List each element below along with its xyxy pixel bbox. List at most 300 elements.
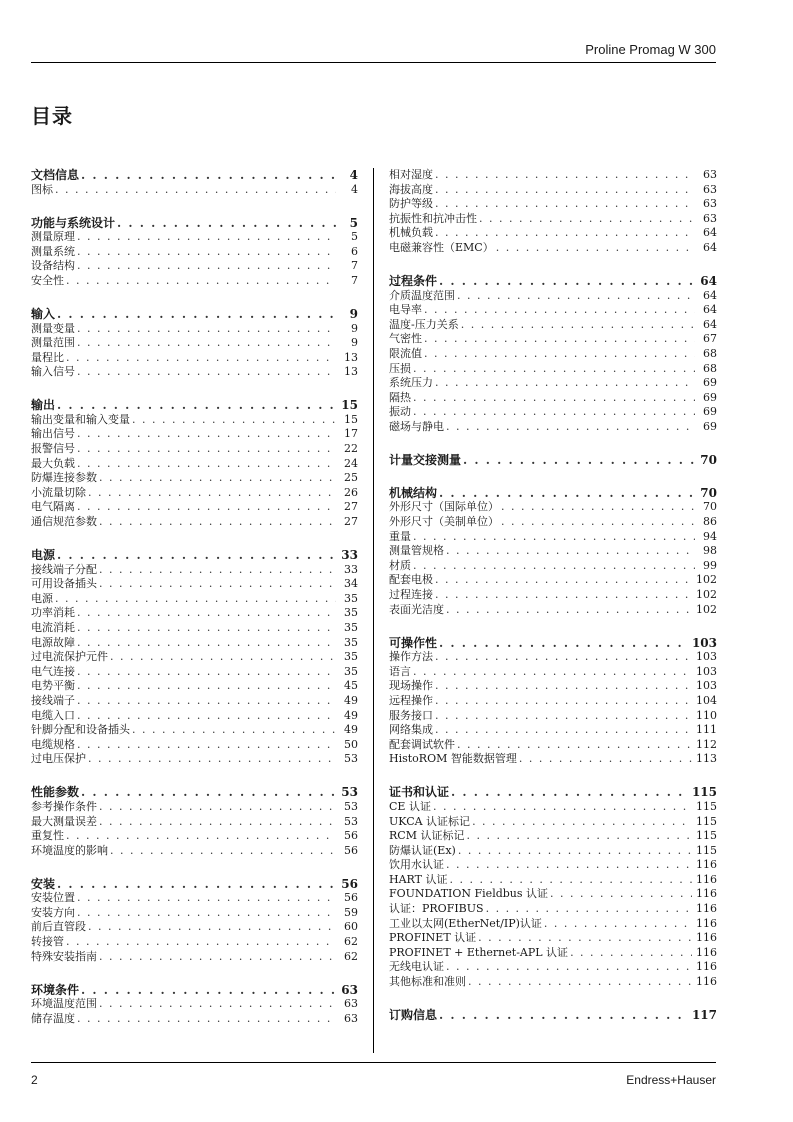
toc-entry[interactable] — [31, 1012, 358, 1027]
dot-leader — [88, 752, 336, 767]
toc-entry[interactable] — [389, 405, 717, 420]
toc-entry-page: 5 — [351, 230, 358, 244]
toc-entry[interactable] — [31, 752, 358, 767]
toc-entry-page: 102 — [696, 602, 717, 616]
dot-leader — [433, 800, 692, 815]
dot-leader — [88, 486, 336, 501]
toc-entry[interactable] — [389, 917, 717, 932]
toc-entry-label: 认证：PROFIBUS — [389, 902, 484, 916]
dot-leader — [117, 216, 336, 231]
toc-entry[interactable] — [31, 457, 358, 472]
dot-leader — [110, 650, 336, 665]
toc-entry[interactable] — [31, 230, 358, 245]
toc-entry-label: 电流消耗 — [31, 621, 75, 634]
toc-entry[interactable] — [389, 573, 717, 588]
toc-entry[interactable] — [31, 950, 358, 965]
dot-leader — [132, 723, 336, 738]
toc-entry-label: 图标 — [31, 182, 53, 196]
toc-entry-page: 103 — [696, 664, 717, 678]
toc-section — [31, 785, 358, 858]
toc-entry-label: 外形尺寸（美制单位） — [389, 515, 499, 529]
dot-leader — [435, 226, 695, 241]
toc-entry[interactable] — [31, 621, 358, 636]
toc-entry[interactable] — [389, 544, 717, 559]
toc-entry[interactable] — [31, 665, 358, 680]
toc-entry-page: 116 — [696, 916, 717, 930]
toc-entry-page: 63 — [344, 1011, 358, 1025]
toc-entry-label: 订购信息 — [389, 1008, 438, 1023]
document-header-title: Proline Promag W 300 — [585, 42, 716, 57]
toc-entry-label: 电缆入口 — [31, 708, 75, 722]
toc-entry-page: 53 — [344, 752, 358, 766]
toc-entry-label: 隔热 — [389, 390, 411, 404]
toc-section-heading[interactable] — [389, 1008, 717, 1023]
toc-entry[interactable] — [31, 679, 358, 694]
toc-entry[interactable] — [389, 603, 717, 618]
toc-entry-label: 过程连接 — [389, 588, 433, 602]
dot-leader — [435, 694, 692, 709]
toc-entry-page: 33 — [344, 562, 358, 576]
toc-entry-page: 103 — [691, 635, 717, 650]
toc-entry-label: 测量系统 — [31, 244, 75, 258]
toc-entry[interactable] — [389, 975, 717, 990]
toc-entry-page: 70 — [700, 452, 717, 467]
footer-divider — [31, 1062, 716, 1063]
toc-entry[interactable] — [389, 362, 717, 377]
toc-entry[interactable] — [31, 413, 358, 428]
toc-entry-label: PROFINET + Ethernet-APL 认证 — [389, 945, 569, 959]
toc-entry-label: 最大负载 — [31, 456, 75, 470]
dot-leader — [446, 858, 692, 873]
toc-entry-page: 15 — [341, 398, 358, 413]
toc-entry[interactable] — [31, 365, 358, 380]
toc-entry[interactable] — [389, 902, 717, 917]
dot-leader — [435, 723, 692, 738]
toc-entry-label: 饮用水认证 — [389, 858, 444, 872]
toc-section-heading[interactable] — [389, 785, 717, 800]
toc-entry-page: 63 — [703, 182, 717, 196]
toc-entry-label: 环境温度范围 — [31, 997, 97, 1011]
toc-entry-label: 重复性 — [31, 829, 64, 843]
toc-entry-page: 4 — [349, 168, 358, 182]
dot-leader — [99, 515, 336, 530]
dot-leader — [77, 665, 336, 680]
toc-entry-page: 35 — [344, 635, 358, 649]
toc-entry[interactable] — [31, 577, 358, 592]
dot-leader — [77, 442, 336, 457]
dot-leader — [77, 906, 336, 921]
dot-leader — [435, 183, 695, 198]
toc-entry-label: 安装 — [31, 876, 56, 891]
dot-leader — [446, 544, 695, 559]
toc-entry-label: 操作方法 — [389, 650, 433, 664]
toc-entry-page: 13 — [344, 350, 358, 364]
toc-entry-label: 过程条件 — [389, 273, 438, 288]
toc-entry-label: 磁场与静电 — [389, 419, 444, 433]
dot-leader — [81, 785, 336, 800]
toc-entry-page: 116 — [696, 858, 717, 872]
toc-entry[interactable] — [31, 694, 358, 709]
toc-entry[interactable] — [389, 332, 717, 347]
toc-entry[interactable] — [389, 168, 717, 183]
toc-entry-label: 语言 — [389, 664, 411, 678]
dot-leader — [57, 307, 336, 322]
toc-entry-label: 电源 — [31, 591, 53, 605]
dot-leader — [77, 500, 336, 515]
toc-entry-page: 63 — [703, 168, 717, 181]
toc-entry[interactable] — [389, 844, 717, 859]
toc-entry-page: 116 — [696, 975, 717, 989]
toc-entry-page: 9 — [349, 306, 358, 321]
toc-entry-label: PROFINET 认证 — [389, 931, 477, 945]
dot-leader — [468, 975, 692, 990]
toc-entry[interactable] — [389, 303, 717, 318]
toc-entry[interactable] — [389, 887, 717, 902]
toc-entry-label: 安全性 — [31, 273, 64, 287]
toc-entry-page: 56 — [344, 843, 358, 857]
toc-entry-label: 测量管规格 — [389, 544, 444, 558]
dot-leader — [472, 815, 692, 830]
toc-entry-label: 远程操作 — [389, 693, 433, 707]
toc-section-heading[interactable] — [31, 785, 358, 800]
dot-leader — [496, 241, 695, 256]
toc-entry-page: 34 — [344, 577, 358, 591]
toc-section — [31, 307, 358, 380]
dot-leader — [570, 946, 692, 961]
toc-entry-page: 49 — [344, 693, 358, 707]
dot-leader — [55, 183, 336, 198]
toc-entry-label: 电导率 — [389, 303, 422, 317]
toc-entry[interactable] — [389, 650, 717, 665]
toc-entry-page: 50 — [344, 737, 358, 751]
toc-entry-page: 62 — [344, 949, 358, 963]
toc-entry-label: 输出信号 — [31, 427, 75, 441]
toc-entry-label: CE 认证 — [389, 799, 431, 813]
toc-entry-page: 63 — [703, 211, 717, 225]
toc-entry[interactable] — [389, 420, 717, 435]
dot-leader — [451, 785, 688, 800]
toc-entry-label: 环境条件 — [31, 982, 80, 997]
toc-entry-page: 63 — [341, 982, 358, 997]
toc-entry[interactable] — [389, 873, 717, 888]
toc-entry-label: 功能与系统设计 — [31, 215, 116, 230]
toc-entry-page: 86 — [703, 515, 717, 529]
dot-leader — [501, 500, 695, 515]
dot-leader — [446, 960, 692, 975]
toc-entry[interactable] — [31, 815, 358, 830]
toc-entry-page: 53 — [344, 799, 358, 813]
toc-section — [31, 398, 358, 529]
toc-entry[interactable] — [389, 500, 717, 515]
toc-entry-page: 35 — [344, 650, 358, 664]
toc-entry-page: 68 — [703, 361, 717, 375]
toc-entry-label: 证书和认证 — [389, 785, 450, 800]
toc-entry[interactable] — [31, 183, 358, 198]
toc-entry[interactable] — [31, 471, 358, 486]
toc-entry[interactable] — [389, 391, 717, 406]
toc-entry-page: 5 — [349, 215, 358, 230]
toc-entry[interactable] — [31, 829, 358, 844]
toc-entry[interactable] — [31, 800, 358, 815]
toc-entry[interactable] — [389, 530, 717, 545]
dot-leader — [519, 752, 692, 767]
toc-entry-label: 压损 — [389, 361, 411, 375]
dot-leader — [77, 891, 336, 906]
toc-entry[interactable] — [31, 650, 358, 665]
toc-entry[interactable] — [31, 709, 358, 724]
toc-entry[interactable] — [389, 946, 717, 961]
toc-entry[interactable] — [389, 800, 717, 815]
toc-entry-label: 机械负载 — [389, 226, 433, 240]
toc-entry-label: 外形尺寸（国际单位） — [389, 500, 499, 514]
dot-leader — [449, 873, 692, 888]
toc-entry-page: 4 — [351, 182, 358, 196]
toc-entry-label: 介质温度范围 — [389, 288, 455, 302]
dot-leader — [463, 453, 695, 468]
toc-entry-page: 35 — [344, 621, 358, 634]
toc-section-heading[interactable] — [389, 274, 717, 289]
toc-entry[interactable] — [389, 212, 717, 227]
toc-entry-label: 可用设备插头 — [31, 577, 97, 591]
toc-section-heading[interactable] — [31, 983, 358, 998]
toc-entry[interactable] — [31, 920, 358, 935]
toc-entry-label: 温度-压力关系 — [389, 317, 459, 331]
toc-entry[interactable] — [31, 336, 358, 351]
toc-entry[interactable] — [389, 197, 717, 212]
dot-leader — [478, 931, 692, 946]
toc-entry[interactable] — [389, 559, 717, 574]
toc-entry-label: 功率消耗 — [31, 606, 75, 620]
toc-entry[interactable] — [389, 679, 717, 694]
toc-entry-label: 小流量切除 — [31, 485, 86, 499]
toc-entry-page: 24 — [344, 456, 358, 470]
toc-entry-label: 无线电认证 — [389, 960, 444, 974]
dot-leader — [88, 920, 336, 935]
toc-entry-page: 98 — [703, 544, 717, 558]
dot-leader — [77, 606, 336, 621]
toc-entry-label: 接线端子分配 — [31, 562, 97, 576]
toc-entry[interactable] — [389, 723, 717, 738]
toc-entry-label: 相对湿度 — [389, 168, 433, 181]
dot-leader — [66, 829, 336, 844]
page-number: 2 — [31, 1073, 38, 1087]
toc-entry-label: 最大测量误差 — [31, 814, 97, 828]
dot-leader — [77, 1012, 336, 1027]
toc-entry-page: 9 — [351, 336, 358, 350]
dot-leader — [466, 829, 692, 844]
toc-entry[interactable] — [31, 322, 358, 337]
toc-section-heading[interactable] — [31, 216, 358, 231]
toc-entry[interactable] — [389, 318, 717, 333]
toc-entry-page: 111 — [696, 723, 717, 737]
toc-entry-page: 116 — [696, 960, 717, 974]
toc-entry-page: 64 — [700, 273, 717, 288]
dot-leader — [439, 486, 695, 501]
toc-section — [389, 785, 717, 989]
dot-leader — [413, 391, 695, 406]
toc-section — [389, 274, 717, 435]
toc-entry-label: 转接管 — [31, 935, 64, 949]
toc-entry[interactable] — [389, 588, 717, 603]
toc-entry[interactable] — [389, 815, 717, 830]
dot-leader — [424, 332, 695, 347]
toc-entry-page: 67 — [703, 332, 717, 346]
dot-leader — [81, 983, 336, 998]
toc-entry[interactable] — [389, 694, 717, 709]
toc-entry-page: 56 — [344, 891, 358, 905]
toc-section-heading[interactable] — [31, 398, 358, 413]
toc-entry[interactable] — [31, 844, 358, 859]
toc-entry[interactable] — [389, 347, 717, 362]
toc-entry[interactable] — [389, 241, 717, 256]
toc-entry[interactable] — [389, 515, 717, 530]
dot-leader — [435, 168, 695, 183]
toc-entry-label: 量程比 — [31, 350, 64, 364]
toc-entry-label: 电气隔离 — [31, 500, 75, 514]
toc-entry-page: 104 — [696, 693, 717, 707]
toc-entry-label: 机械结构 — [389, 485, 438, 500]
toc-entry-page: 63 — [344, 997, 358, 1011]
toc-entry-page: 56 — [344, 829, 358, 843]
toc-entry-label: 配套调试软件 — [389, 737, 455, 751]
toc-entry-page: 115 — [696, 829, 717, 843]
toc-section-heading[interactable] — [389, 486, 717, 501]
toc-entry-label: 接线端子 — [31, 693, 75, 707]
dot-leader — [435, 588, 692, 603]
toc-entry-label: 现场操作 — [389, 679, 433, 693]
toc-section-heading[interactable] — [31, 877, 358, 892]
toc-entry-label: 参考操作条件 — [31, 799, 97, 813]
toc-section-heading[interactable] — [31, 307, 358, 322]
toc-entry-label: 过电压保护 — [31, 752, 86, 766]
toc-entry-page: 53 — [341, 785, 358, 800]
toc-section-heading[interactable] — [31, 168, 358, 183]
toc-entry-page: 60 — [344, 920, 358, 934]
toc-entry-page: 64 — [703, 317, 717, 331]
dot-leader — [435, 573, 692, 588]
toc-entry[interactable] — [31, 500, 358, 515]
toc-entry[interactable] — [31, 427, 358, 442]
page-title: 目录 — [31, 104, 73, 128]
toc-entry-page: 27 — [344, 515, 358, 529]
toc-entry-label: 网络集成 — [389, 723, 433, 737]
dot-leader — [55, 592, 336, 607]
toc-entry[interactable] — [31, 259, 358, 274]
toc-entry-page: 112 — [696, 737, 717, 751]
toc-entry[interactable] — [389, 738, 717, 753]
toc-section — [389, 453, 717, 468]
toc-entry-label: 配套电极 — [389, 573, 433, 587]
toc-entry[interactable] — [31, 997, 358, 1012]
toc-section-heading[interactable] — [31, 548, 358, 563]
toc-entry-page: 64 — [703, 226, 717, 240]
toc-entry[interactable] — [389, 183, 717, 198]
toc-entry-label: 海拔高度 — [389, 182, 433, 196]
toc-entry-page: 64 — [703, 303, 717, 317]
toc-entry-page: 26 — [344, 485, 358, 499]
toc-entry-page: 116 — [696, 931, 717, 945]
toc-entry[interactable] — [31, 891, 358, 906]
toc-section — [31, 168, 358, 197]
toc-entry-label: 输入 — [31, 306, 56, 321]
toc-entry-page: 35 — [344, 606, 358, 620]
toc-entry-label: 储存温度 — [31, 1011, 75, 1025]
toc-section-heading[interactable] — [389, 453, 717, 468]
toc-entry[interactable] — [31, 442, 358, 457]
toc-entry[interactable] — [389, 960, 717, 975]
toc-entry[interactable] — [31, 351, 358, 366]
toc-entry-label: UKCA 认证标记 — [389, 814, 471, 828]
dot-leader — [77, 322, 336, 337]
toc-entry-page: 9 — [351, 321, 358, 335]
toc-entry[interactable] — [31, 563, 358, 578]
toc-entry[interactable] — [389, 376, 717, 391]
dot-leader — [110, 844, 336, 859]
toc-entry-label: RCM 认证标记 — [389, 829, 465, 843]
toc-entry-label: 环境温度的影响 — [31, 843, 108, 857]
toc-entry-label: 材质 — [389, 558, 411, 572]
toc-entry-label: 电源故障 — [31, 635, 75, 649]
toc-entry[interactable] — [31, 274, 358, 289]
toc-entry-label: 工业以太网(EtherNet/IP)认证 — [389, 916, 542, 930]
toc-entry-label: 限流值 — [389, 346, 422, 360]
toc-entry-page: 69 — [703, 405, 717, 419]
dot-leader — [435, 679, 692, 694]
toc-entry[interactable] — [31, 606, 358, 621]
dot-leader — [457, 289, 695, 304]
toc-entry[interactable] — [31, 906, 358, 921]
toc-entry[interactable] — [389, 752, 717, 767]
toc-entry[interactable] — [31, 486, 358, 501]
toc-entry[interactable] — [31, 592, 358, 607]
dot-leader — [424, 303, 695, 318]
dot-leader — [439, 1008, 688, 1023]
toc-entry[interactable] — [389, 226, 717, 241]
toc-entry-label: 表面光洁度 — [389, 602, 444, 616]
toc-entry-page: 68 — [703, 346, 717, 360]
dot-leader — [77, 709, 336, 724]
toc-entry[interactable] — [31, 636, 358, 651]
toc-entry[interactable] — [389, 829, 717, 844]
toc-entry[interactable] — [31, 245, 358, 260]
toc-entry[interactable] — [389, 931, 717, 946]
toc-entry-page: 117 — [691, 1008, 717, 1023]
footer-brand: Endress+Hauser — [626, 1073, 716, 1087]
toc-entry-label: HistoROM 智能数据管理 — [389, 752, 517, 766]
toc-entry[interactable] — [31, 935, 358, 950]
toc-entry[interactable] — [389, 665, 717, 680]
toc-entry-page: 102 — [696, 573, 717, 587]
toc-entry[interactable] — [389, 709, 717, 724]
toc-entry-page: 116 — [696, 902, 717, 916]
toc-entry-page: 7 — [351, 273, 358, 287]
toc-entry[interactable] — [31, 738, 358, 753]
toc-section-heading[interactable] — [389, 636, 717, 651]
toc-entry[interactable] — [389, 858, 717, 873]
toc-entry[interactable] — [31, 723, 358, 738]
toc-entry[interactable] — [31, 515, 358, 530]
toc-entry-page: 115 — [696, 814, 717, 828]
toc-entry-page: 35 — [344, 664, 358, 678]
toc-entry[interactable] — [389, 289, 717, 304]
toc-entry-label: 前后直管段 — [31, 920, 86, 934]
toc-entry-label: 输出 — [31, 398, 56, 413]
toc-entry-label: 设备结构 — [31, 259, 75, 273]
toc-entry-label: 抗振性和抗冲击性 — [389, 211, 477, 225]
toc-entry-page: 33 — [341, 548, 358, 563]
toc-entry-page: 94 — [703, 529, 717, 543]
toc-entry-page: 110 — [696, 708, 717, 722]
